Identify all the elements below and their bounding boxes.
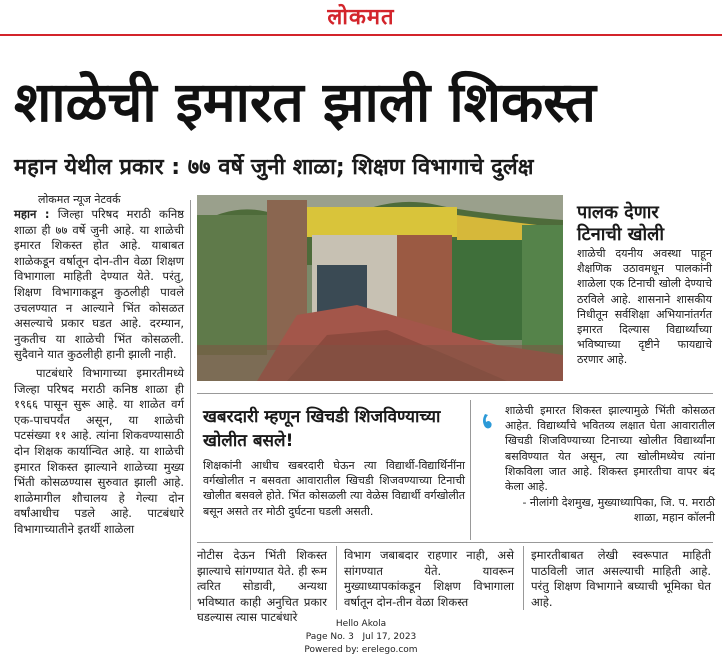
- column-divider: [336, 546, 337, 610]
- sidebar-title: पालक देणार टिनाची खोली: [577, 202, 664, 245]
- dateline: महान :: [14, 207, 50, 221]
- article-column-1: [14, 207, 184, 607]
- page-footer: [0, 618, 722, 657]
- box-headline: खबरदारी म्हणून खिचडी शिजविण्याच्या खोलीत बसले!: [203, 407, 441, 451]
- article-paragraph-2: पाटबंधारे विभागाच्या इमारतीमध्ये जिल्हा परिषद मराठी कनिष्ठ शाळा ही १९६६ पासून सुरू आहे. या शाळेत वर्ग एक-पाचपर्यंत असून, या शाळेची पटसंख्या ११ आहे. त्यांना शिकवण्यासाठी दोन शिक्षक कार्यान्वित आहे. या शाळेची इमारत शिकस्त झाल्याने शाळेच्या मुख्य भिंती कोसळण्यास सुरुवात झाली आहे. शाळेमागील शौचालय हे गेल्या दोन वर्षांआधीच पडले आहे. पाटबंधारे विभागाच्यातीने इतर्थी शाळेला: [14, 365, 184, 536]
- box-body: शिक्षकांनी आधीच खबरदारी घेऊन त्या विद्यार्थी-विद्यार्थिनींना वर्गखोलीत न बसवता आवारातील खिचडी शिजवण्याच्या टिनाची खोलीत बसवले होते. भिंत कोसळली त्या वेळेस विद्यार्थी वर्गखोलीत बसून असते तर मोठी दुर्घटना घडली असती.: [203, 459, 465, 518]
- article-paragraph-1: जिल्हा परिषद मराठी कनिष्ठ शाळा ही ७७ वर्षे जुनी आहे. या शाळेची इमारत शिकस्त होत आहे. याबाबत शाळेकडून वर्षातून दोन-तीन वेळा शिक्षण विभागाला माहिती देण्यात येते. परंतु, शिक्षण विभागाकडून कुठलीही पावले उचलण्यात न आल्याने भिंत कोसळत असल्याचे प्रकार घडत आहे. दरम्यान, नुकतीच या शाळेची भिंत कोसळली. सुदैवाने यात कुठलीही हानी झाली नाही.: [14, 207, 185, 362]
- article-column-2: नोटीस देऊन भिंती शिकस्त झाल्याचे सांगण्यात येते. ही रूम त्वरित सोडावी, अन्यथा भविष्यात काही अनुचित प्रकार घडल्यास त्यास पाटबंधारे: [197, 548, 327, 625]
- section-rule: [197, 393, 713, 394]
- column-divider: [523, 546, 524, 610]
- footer-edition: Hello Akola: [335, 619, 387, 629]
- sidebar-body: शाळेची दयनीय अवस्था पाहून शैक्षणिक उठावमधून पालकांनी शाळेला एक टिनाची खोली देण्याचे ठरविले आहे. शासनाने शासकीय निधीतून सर्वशिक्षा अभियानांतर्गत इमारत दिल्यास विद्यार्थ्यांच्या भविष्याच्या दृष्टीने फायद्याचे ठरणार आहे.: [577, 247, 712, 367]
- quote-text: शाळेची इमारत शिकस्त झाल्यामुळे भिंती कोसळत आहेत. विद्यार्थ्यांचे भवितव्य लक्षात घेता आवारातील खिचडी शिजविण्याच्या टिनाच्या खोलीत विद्यार्थ्यांना बसविण्यात येत असून, त्या खोलीमध्येच त्यांना शिकविला जात आहे. शिकस्त इमारतीचा वापर बंद केला आहे.: [505, 404, 715, 494]
- newspaper-logo: लोकमत: [327, 4, 395, 30]
- main-headline: शाळेची इमारत झाली शिकस्त: [14, 70, 597, 134]
- collapsed-wall-photo: [197, 195, 563, 381]
- footer-page: Page No. 3: [305, 632, 354, 642]
- quote-signature: - नीलांगी देशमुख, मुख्याध्यापिका, जि. प. मराठी शाळा, महान कॉलनी: [522, 496, 715, 525]
- article-column-3: विभाग जबाबदार राहणार नाही, असे सांगण्यात येते. यावरून मुख्याध्यापकांकडून शिक्षण विभागाला वर्षातून दोन-तीन वेळा शिकस्त: [344, 548, 514, 609]
- footer-powered: Powered by: erelego.com: [304, 645, 418, 655]
- column-divider: [190, 200, 191, 610]
- masthead-rule: [0, 34, 722, 36]
- article-column-4: इमारतीबाबत लेखी स्वरूपात माहिती पाठविली जात असल्याची माहिती आहे. परंतु शिक्षण विभागाने बघ्याची भूमिका घेत आहे.: [531, 548, 711, 609]
- quote-icon: [479, 411, 501, 433]
- sub-headline: महान येथील प्रकार : ७७ वर्षे जुनी शाळा; शिक्षण विभागाचे दुर्लक्ष: [14, 155, 534, 180]
- footer-date: Jul 17, 2023: [362, 632, 417, 642]
- quote-divider: [470, 400, 471, 540]
- masthead: [0, 0, 722, 34]
- footer-page-info: [0, 631, 722, 644]
- byline: लोकमत न्यूज नेटवर्क: [38, 193, 121, 206]
- section-rule-bottom: [197, 542, 713, 543]
